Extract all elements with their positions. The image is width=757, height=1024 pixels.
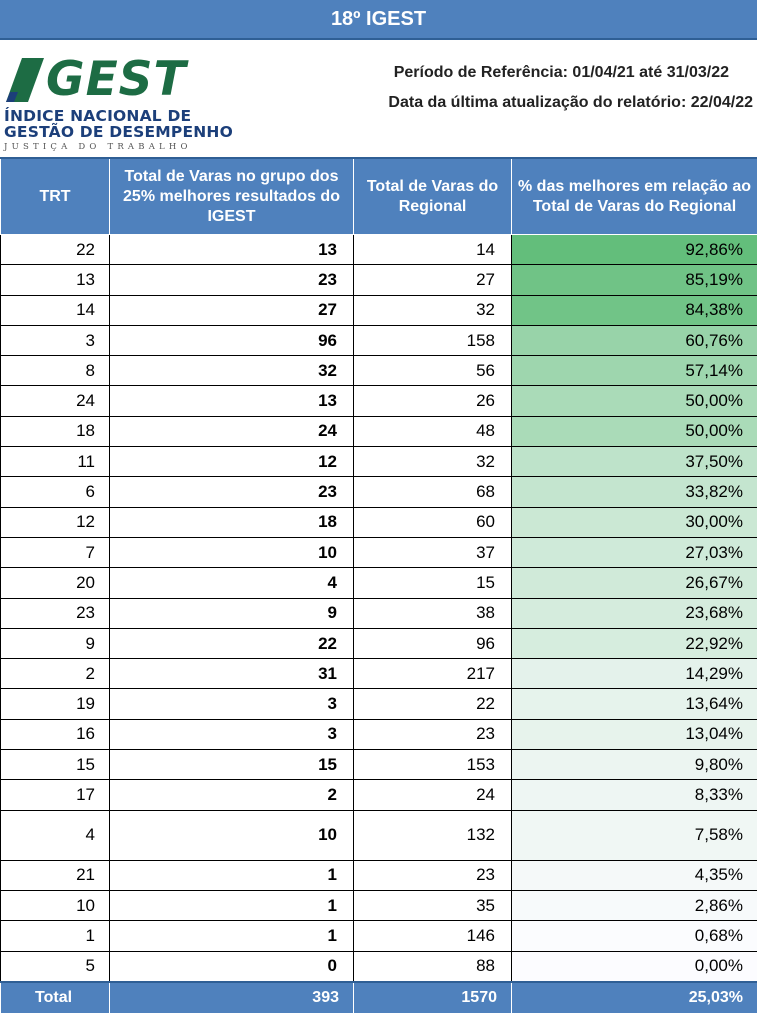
total-pct: 25,03% <box>512 982 757 1014</box>
total-varas-cell: 32 <box>354 295 512 325</box>
trt-cell: 20 <box>1 568 110 598</box>
pct-cell: 60,76% <box>512 325 757 355</box>
total-varas-cell: 23 <box>354 719 512 749</box>
best-count-cell: 12 <box>110 447 354 477</box>
best-count-cell: 3 <box>110 689 354 719</box>
trt-cell: 1 <box>1 921 110 951</box>
total-varas-cell: 23 <box>354 860 512 890</box>
trt-cell: 21 <box>1 860 110 890</box>
best-count-cell: 2 <box>110 780 354 810</box>
total-varas-cell: 48 <box>354 416 512 446</box>
best-count-cell: 10 <box>110 810 354 860</box>
table-row <box>1 507 757 537</box>
pct-cell: 50,00% <box>512 416 757 446</box>
trt-cell: 19 <box>1 689 110 719</box>
total-varas-cell: 146 <box>354 921 512 951</box>
trt-cell: 6 <box>1 477 110 507</box>
total-varas-cell: 26 <box>354 386 512 416</box>
best-count-cell: 27 <box>110 295 354 325</box>
trt-cell: 7 <box>1 537 110 567</box>
best-count-cell: 13 <box>110 386 354 416</box>
pct-cell: 23,68% <box>512 598 757 628</box>
pct-cell: 7,58% <box>512 810 757 860</box>
total-varas-cell: 35 <box>354 890 512 920</box>
best-count-cell: 1 <box>110 860 354 890</box>
table-row <box>1 416 757 446</box>
total-varas-cell: 68 <box>354 477 512 507</box>
table-row <box>1 325 757 355</box>
trt-cell: 4 <box>1 810 110 860</box>
best-count-cell: 1 <box>110 890 354 920</box>
col-header-pct: % das melhores em relação ao Total de Varas do Regional <box>512 158 757 235</box>
total-varas-cell: 15 <box>354 568 512 598</box>
pct-cell: 33,82% <box>512 477 757 507</box>
best-count-cell: 3 <box>110 719 354 749</box>
trt-cell: 14 <box>1 295 110 325</box>
total-varas-cell: 158 <box>354 325 512 355</box>
total-varas-cell: 56 <box>354 356 512 386</box>
trt-cell: 15 <box>1 750 110 780</box>
trt-cell: 8 <box>1 356 110 386</box>
table-body <box>1 235 757 982</box>
table-row <box>1 780 757 810</box>
total-varas-cell: 14 <box>354 235 512 265</box>
total-varas-cell: 217 <box>354 659 512 689</box>
logo-line-3: JUSTIÇA DO TRABALHO <box>4 142 192 152</box>
report-meta <box>388 58 753 118</box>
table-row <box>1 860 757 890</box>
logo-line-2: GESTÃO DE DESEMPENHO <box>4 123 233 141</box>
trt-cell: 16 <box>1 719 110 749</box>
logo-line-1: ÍNDICE NACIONAL DE <box>4 107 192 125</box>
total-varas-cell: 24 <box>354 780 512 810</box>
pct-cell: 30,00% <box>512 507 757 537</box>
total-varas-cell: 27 <box>354 265 512 295</box>
trt-cell: 10 <box>1 890 110 920</box>
table-row <box>1 356 757 386</box>
best-count-cell: 15 <box>110 750 354 780</box>
trt-cell: 5 <box>1 951 110 982</box>
pct-cell: 37,50% <box>512 447 757 477</box>
table-row <box>1 235 757 265</box>
table-row <box>1 447 757 477</box>
best-count-cell: 23 <box>110 477 354 507</box>
total-varas-cell: 37 <box>354 537 512 567</box>
pct-cell: 4,35% <box>512 860 757 890</box>
table-row <box>1 598 757 628</box>
trt-cell: 3 <box>1 325 110 355</box>
total-row <box>1 982 757 1014</box>
best-count-cell: 10 <box>110 537 354 567</box>
trt-cell: 17 <box>1 780 110 810</box>
trt-cell: 18 <box>1 416 110 446</box>
total-best: 393 <box>110 982 354 1014</box>
table-row <box>1 628 757 658</box>
table-row <box>1 951 757 982</box>
report-header <box>0 40 757 157</box>
trt-cell: 13 <box>1 265 110 295</box>
total-varas: 1570 <box>354 982 512 1014</box>
total-varas-cell: 22 <box>354 689 512 719</box>
table-row <box>1 890 757 920</box>
igest-table <box>0 157 757 1014</box>
logo-word: GEST <box>46 52 187 107</box>
table-row <box>1 568 757 598</box>
total-varas-cell: 32 <box>354 447 512 477</box>
pct-cell: 8,33% <box>512 780 757 810</box>
best-count-cell: 22 <box>110 628 354 658</box>
best-count-cell: 32 <box>110 356 354 386</box>
table-row <box>1 689 757 719</box>
best-count-cell: 9 <box>110 598 354 628</box>
table-row <box>1 921 757 951</box>
reference-period: Período de Referência: 01/04/21 até 31/03/22 <box>393 64 729 81</box>
pct-cell: 2,86% <box>512 890 757 920</box>
best-count-cell: 1 <box>110 921 354 951</box>
table-row <box>1 386 757 416</box>
pct-cell: 22,92% <box>512 628 757 658</box>
best-count-cell: 23 <box>110 265 354 295</box>
total-varas-cell: 38 <box>354 598 512 628</box>
pct-cell: 26,67% <box>512 568 757 598</box>
best-count-cell: 96 <box>110 325 354 355</box>
pct-cell: 27,03% <box>512 537 757 567</box>
trt-cell: 2 <box>1 659 110 689</box>
best-count-cell: 4 <box>110 568 354 598</box>
logo-slash-icon <box>4 56 44 104</box>
report-title: 18º IGEST <box>330 7 427 30</box>
table-row <box>1 295 757 325</box>
trt-cell: 12 <box>1 507 110 537</box>
trt-cell: 11 <box>1 447 110 477</box>
best-count-cell: 18 <box>110 507 354 537</box>
pct-cell: 14,29% <box>512 659 757 689</box>
trt-cell: 23 <box>1 598 110 628</box>
total-varas-cell: 96 <box>354 628 512 658</box>
table-header-row <box>1 158 757 235</box>
col-header-best: Total de Varas no grupo dos 25% melhores resultados do IGEST <box>110 158 354 235</box>
trt-cell: 22 <box>1 235 110 265</box>
total-varas-cell: 153 <box>354 750 512 780</box>
table-row <box>1 537 757 567</box>
table-row <box>1 750 757 780</box>
pct-cell: 85,19% <box>512 265 757 295</box>
total-label: Total <box>1 982 110 1014</box>
total-varas-cell: 88 <box>354 951 512 982</box>
pct-cell: 13,64% <box>512 689 757 719</box>
best-count-cell: 31 <box>110 659 354 689</box>
best-count-cell: 24 <box>110 416 354 446</box>
logo-mark <box>4 52 266 107</box>
best-count-cell: 13 <box>110 235 354 265</box>
total-varas-cell: 132 <box>354 810 512 860</box>
best-count-cell: 0 <box>110 951 354 982</box>
pct-cell: 0,00% <box>512 951 757 982</box>
pct-cell: 50,00% <box>512 386 757 416</box>
pct-cell: 0,68% <box>512 921 757 951</box>
table-row <box>1 265 757 295</box>
pct-cell: 84,38% <box>512 295 757 325</box>
table-row <box>1 659 757 689</box>
pct-cell: 9,80% <box>512 750 757 780</box>
table-row <box>1 719 757 749</box>
pct-cell: 13,04% <box>512 719 757 749</box>
report-title-bar <box>0 0 757 40</box>
col-header-total: Total de Varas do Regional <box>354 158 512 235</box>
trt-cell: 24 <box>1 386 110 416</box>
table-row <box>1 810 757 860</box>
igest-logo <box>4 54 266 152</box>
last-update: Data da última atualização do relatório: 22/04/22 <box>388 94 753 111</box>
table-row <box>1 477 757 507</box>
trt-cell: 9 <box>1 628 110 658</box>
pct-cell: 57,14% <box>512 356 757 386</box>
total-varas-cell: 60 <box>354 507 512 537</box>
col-header-trt: TRT <box>1 158 110 235</box>
pct-cell: 92,86% <box>512 235 757 265</box>
